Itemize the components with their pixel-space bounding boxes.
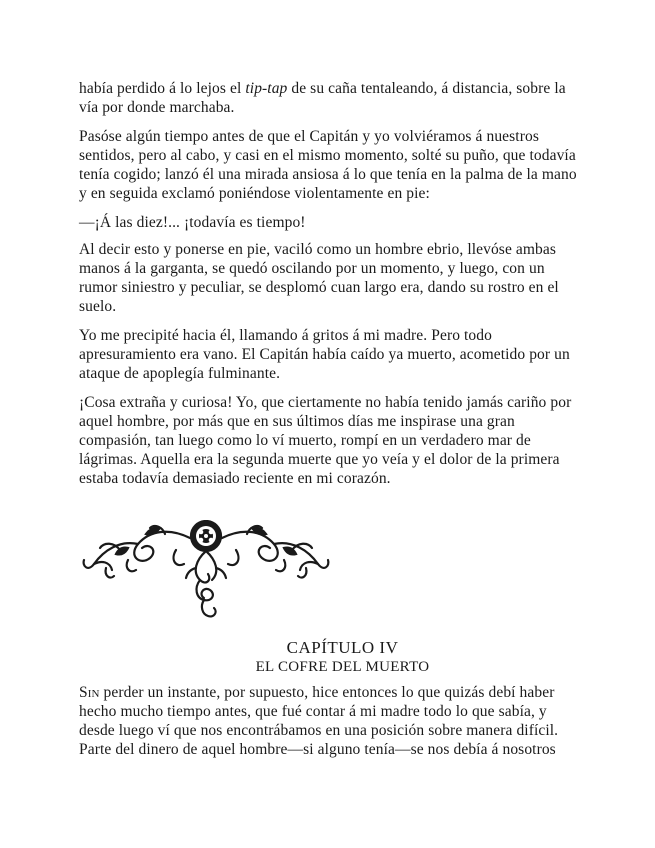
paragraph-7-text: perder un instante, por supuesto, hice entonces lo que quizás debí haber hecho mucho tiempo antes, que fué contar á mi madre todo lo que sabía, y desde luego ví que nos encontrábamos en una posición sobre manera difícil. Parte del dinero de aquel hombre—si alguno tenía—se nos debía á nosotros	[79, 684, 559, 758]
chapter-title: EL COFRE DEL MUERTO	[255, 659, 430, 675]
paragraph-6-text: ¡Cosa extraña y curiosa! Yo, que ciertamente no había tenido jamás cariño por aquel hombre, por más que en sus últimos días me inspirase una gran compasión, tan luego como lo ví muerto, rompí en un verdadero mar de lágrimas. Aquella era la segunda muerte que yo veía y el dolor de la primera estaba todavía demasiado reciente en mi corazón.	[79, 394, 572, 487]
paragraph-6	[79, 393, 579, 488]
chapter-number: CAPÍTULO IV	[286, 638, 399, 657]
paragraph-2-text: Pasóse algún tiempo antes de que el Capitán y yo volviéramos á nuestros sentidos, pero al cabo, y casi en el mismo momento, solté su puño, que todavía tenía cogido; lanzó él una mirada ansiosa á lo que tenía en la palma de la mano y en seguida exclamó poniéndose violentamente en pie:	[79, 128, 577, 202]
paragraph-4-text: Al decir esto y ponerse en pie, vaciló como un hombre ebrio, llevóse ambas manos á la garganta, se quedó oscilando por un momento, y luego, con un rumor siniestro y peculiar, se desplomó cuan largo era, dando su rostro en el suelo.	[79, 241, 559, 315]
paragraph-1	[79, 79, 579, 117]
paragraph-3-text: —¡Á las diez!... ¡todavía es tiempo!	[79, 214, 306, 231]
floral-scroll-ornament-icon	[80, 520, 332, 620]
paragraph-2	[79, 127, 579, 203]
paragraph-1-start: había perdido á lo lejos el	[79, 80, 246, 97]
paragraph-1-italic: tip-tap	[245, 80, 288, 97]
paragraph-3	[79, 213, 579, 232]
paragraph-5	[79, 326, 579, 383]
paragraph-7	[79, 683, 579, 759]
paragraph-4	[79, 240, 579, 316]
paragraph-5-text: Yo me precipité hacia él, llamando á gritos á mi madre. Pero todo apresuramiento era vano. El Capitán había caído ya muerto, acometido por un ataque de apoplegía fulminante.	[79, 327, 570, 382]
paragraph-7-smallcaps-start: Sin	[79, 684, 100, 701]
paragraph-1-end: de su caña tentaleando, á distancia, sobre la vía por donde marchaba.	[79, 80, 566, 116]
